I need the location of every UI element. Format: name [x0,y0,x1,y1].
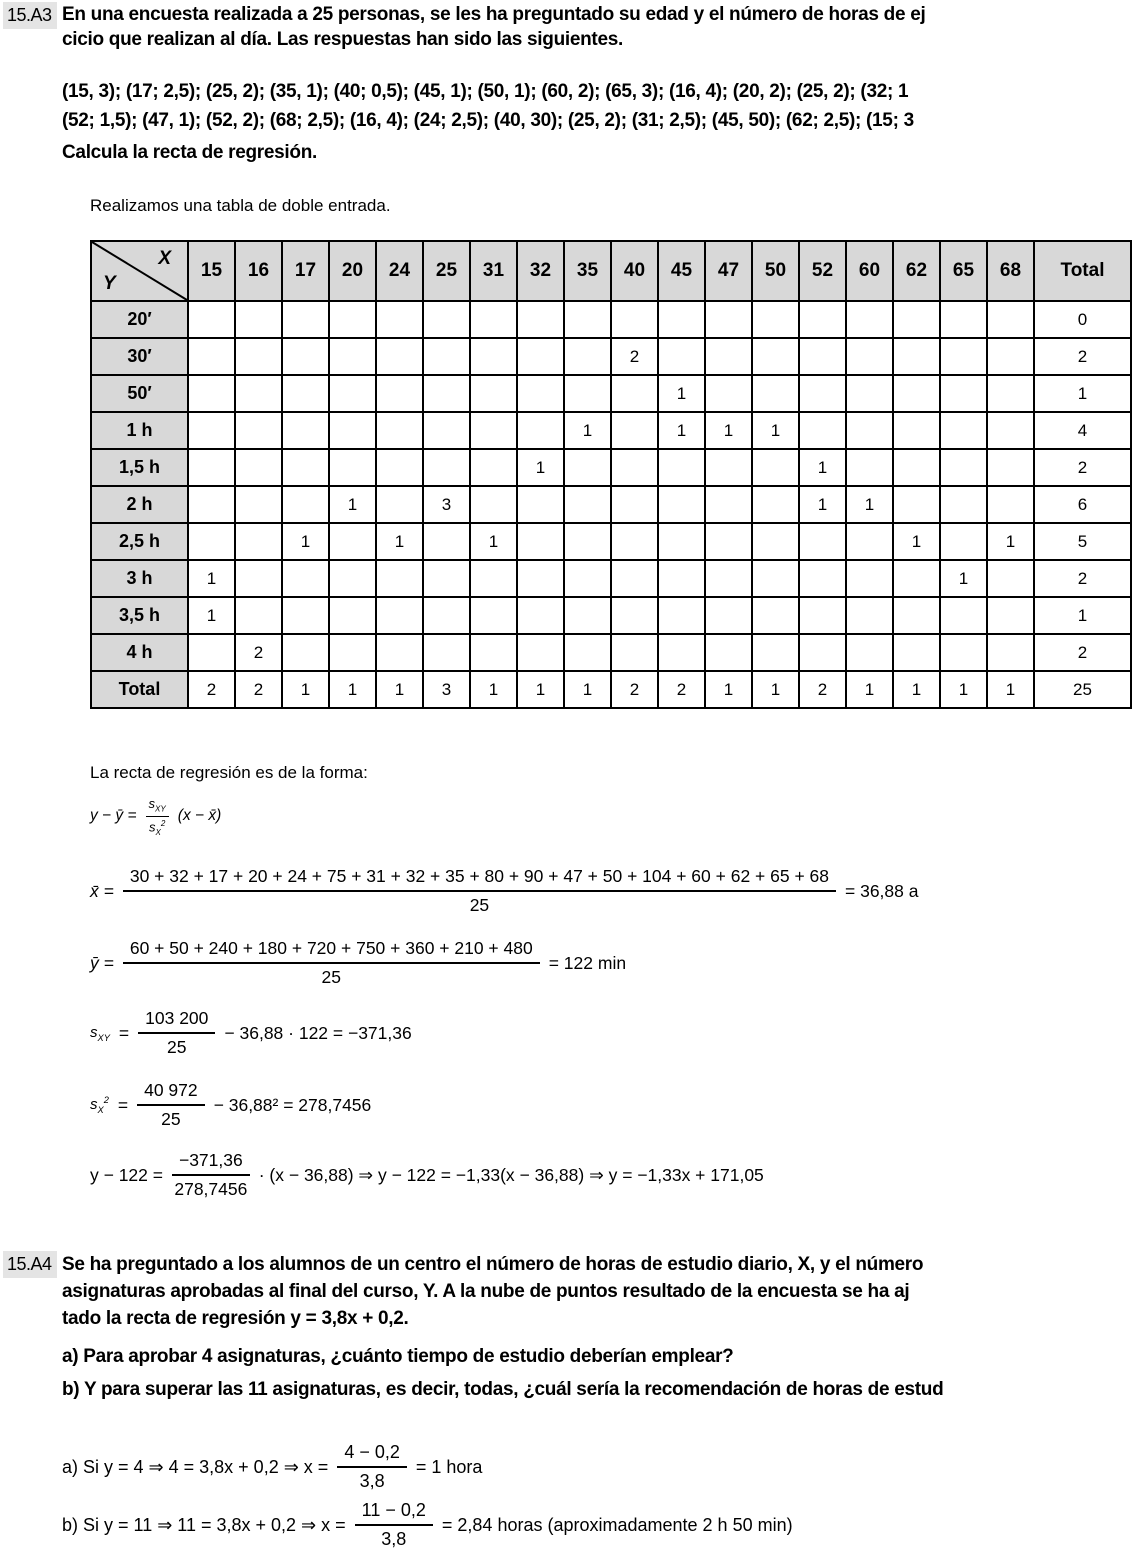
frequency-cell [987,412,1034,449]
frequency-cell: 1 [329,671,376,708]
frequency-cell [799,375,846,412]
frequency-cell [658,597,705,634]
frequency-cell [940,486,987,523]
frequency-cell: 1 [752,412,799,449]
regression-line-result: y − 122 = $\frac{-371,36}{278,7456}$ · (x − 36,88) ⇒ y − 122 = −1,33(x − 36,88) ⇒ y = −1,33x + 171,05 [90,1150,764,1199]
frequency-cell [235,375,282,412]
frequency-cell [893,486,940,523]
frequency-cell [893,634,940,671]
exercise-a3-number: 15.A3 [3,2,57,29]
frequency-cell [940,523,987,560]
row-total-cell: 2 [1034,449,1131,486]
frequency-cell [893,338,940,375]
frequency-cell [235,449,282,486]
frequency-cell [188,412,235,449]
frequency-table [90,240,1132,709]
frequency-cell: 1 [987,671,1034,708]
frequency-cell: 1 [658,375,705,412]
frequency-cell [611,560,658,597]
frequency-cell: 1 [564,412,611,449]
frequency-cell [611,597,658,634]
frequency-cell [235,338,282,375]
frequency-cell [235,412,282,449]
column-header: 65 [940,241,987,301]
frequency-cell [799,634,846,671]
frequency-table-body [91,241,1131,708]
frequency-cell [752,486,799,523]
row-header: 2,5 h [91,523,188,560]
frequency-cell [329,301,376,338]
frequency-cell [799,560,846,597]
frequency-cell [329,634,376,671]
column-header: 47 [705,241,752,301]
frequency-cell [799,338,846,375]
frequency-cell [470,634,517,671]
frequency-cell [282,301,329,338]
frequency-cell [846,634,893,671]
exercise-a4-label-box [3,1251,57,1278]
frequency-cell [611,486,658,523]
frequency-cell [564,560,611,597]
frequency-cell [846,449,893,486]
row-total-cell: 1 [1034,597,1131,634]
frequency-cell [846,301,893,338]
frequency-cell [517,375,564,412]
frequency-cell: 1 [188,597,235,634]
frequency-cell: 1 [282,523,329,560]
frequency-cell [517,338,564,375]
frequency-cell [940,449,987,486]
frequency-cell [705,449,752,486]
frequency-cell [235,486,282,523]
frequency-cell [987,375,1034,412]
column-header: 32 [517,241,564,301]
frequency-cell: 1 [329,486,376,523]
fraction: $\frac{s_{XY}}{s_X^2}$ [146,796,169,837]
frequency-cell [658,449,705,486]
frequency-cell: 1 [282,671,329,708]
row-total-cell: 6 [1034,486,1131,523]
column-header: 15 [188,241,235,301]
column-header: 17 [282,241,329,301]
y-mean-formula: ȳ = $\frac{60 + 50 + 240 + 180 + 720 + 750 + 360 + 210 + 480}{25}$ = 122 min [90,938,627,987]
table-row [91,449,1131,486]
row-total-cell: 1 [1034,375,1131,412]
frequency-cell [423,412,470,449]
frequency-cell [611,449,658,486]
frequency-cell [846,338,893,375]
frequency-cell [188,523,235,560]
frequency-cell [799,523,846,560]
column-header: 35 [564,241,611,301]
corner-y-label: Y [103,273,116,294]
frequency-cell: 1 [517,449,564,486]
frequency-cell [987,449,1034,486]
frequency-cell [564,523,611,560]
frequency-cell [282,412,329,449]
frequency-cell [188,634,235,671]
frequency-cell: 1 [846,486,893,523]
exercise-a4-number: 15.A4 [3,1251,57,1278]
frequency-cell: 1 [470,523,517,560]
frequency-cell: 1 [987,523,1034,560]
frequency-cell: 1 [188,560,235,597]
frequency-cell [470,486,517,523]
frequency-cell [705,486,752,523]
frequency-cell: 2 [235,671,282,708]
frequency-cell [235,597,282,634]
frequency-cell [987,486,1034,523]
frequency-cell [987,301,1034,338]
fraction: 30 + 32 + 17 + 20 + 24 + 75 + 31 + 32 + 35 + 80 + 90 + 47 + 50 + 104 + 60 + 62 + 65 + 68 25 [123,866,836,916]
frequency-cell [893,375,940,412]
frequency-cell [705,597,752,634]
frequency-cell [752,375,799,412]
frequency-cell: 1 [940,560,987,597]
fraction: $\frac{11 - 0,2}{3,8}$ [355,1500,433,1550]
question-b: b) Y para superar las 11 asignaturas, es decir, todas, ¿cuál sería la recomendación de horas de estud [62,1379,944,1400]
frequency-cell [752,634,799,671]
frequency-cell [376,375,423,412]
frequency-cell [658,301,705,338]
column-header: 20 [329,241,376,301]
frequency-cell [517,560,564,597]
frequency-cell [282,560,329,597]
frequency-cell [517,597,564,634]
frequency-cell: 1 [940,671,987,708]
fraction: $\frac{40 972}{25}$ [137,1080,205,1130]
frequency-cell [940,375,987,412]
data-pairs-line: (15, 3); (17; 2,5); (25, 2); (35, 1); (40; 0,5); (45, 1); (50, 1); (60, 2); (65, 3); (16, 4); (20, 2); (25, 2); (32; 1 [62,81,909,102]
frequency-cell: 2 [799,671,846,708]
table-header-row [91,241,1131,301]
variance-formula: $s_X^2$ = $\frac{40 972}{25}$ − 36,88² = 278,7456 [90,1080,372,1129]
table-row [91,375,1131,412]
fraction: $\frac{103 200}{25}$ [138,1008,215,1058]
frequency-cell [799,412,846,449]
fraction: $\frac{60 + 50 + 240 + 180 + 720 + 750 + 360 + 210 + 480}{25}$ [123,938,540,988]
frequency-cell [705,634,752,671]
table-row [91,338,1131,375]
frequency-cell [611,412,658,449]
column-header: 24 [376,241,423,301]
table-corner-cell [91,241,188,301]
row-total-cell: 2 [1034,560,1131,597]
frequency-cell [329,597,376,634]
question-a: a) Para aprobar 4 asignaturas, ¿cuánto tiempo de estudio deberían emplear? [62,1346,734,1367]
frequency-cell [987,560,1034,597]
column-header: 50 [752,241,799,301]
fraction: $\frac{4 - 0,2}{3,8}$ [337,1442,407,1492]
statement-line: tado la recta de regresión y = 3,8x + 0,2. [62,1308,409,1329]
frequency-cell [376,412,423,449]
frequency-cell [235,560,282,597]
solution-b: b) Si y = 11 ⇒ 11 = 3,8x + 0,2 ⇒ x = $\frac{11 - 0,2}{3,8}$ = 2,84 horas (aproximadamente 2 h 50 min) [62,1500,793,1549]
frequency-cell [188,375,235,412]
table-intro-text: Realizamos una tabla de doble entrada. [90,196,391,215]
frequency-cell: 3 [423,486,470,523]
frequency-cell [658,523,705,560]
row-header: 4 h [91,634,188,671]
frequency-cell [752,301,799,338]
frequency-cell [752,449,799,486]
frequency-cell [940,634,987,671]
frequency-cell [329,375,376,412]
frequency-cell [282,486,329,523]
regression-general-formula: y − ȳ = $\frac{s_{XY}}{s_X^2}$ (x − x̄) [90,796,222,837]
solution-a: a) Si y = 4 ⇒ 4 = 3,8x + 0,2 ⇒ x = $\frac{4 - 0,2}{3,8}$ = 1 hora [62,1442,483,1491]
frequency-cell [282,634,329,671]
frequency-cell [611,301,658,338]
statement-line: En una encuesta realizada a 25 personas, se les ha preguntado su edad y el número de horas de ej [62,4,926,25]
frequency-cell [611,375,658,412]
frequency-cell [282,597,329,634]
frequency-cell [470,597,517,634]
frequency-cell [329,523,376,560]
frequency-cell [705,523,752,560]
row-total-cell: 5 [1034,523,1131,560]
frequency-cell [705,338,752,375]
frequency-cell [470,449,517,486]
frequency-cell [282,375,329,412]
frequency-cell [423,597,470,634]
row-total-cell: 4 [1034,412,1131,449]
table-total-row [91,671,1131,708]
frequency-cell [893,560,940,597]
row-header: Total [91,671,188,708]
table-row [91,634,1131,671]
frequency-cell [893,449,940,486]
table-row [91,560,1131,597]
frequency-cell [611,523,658,560]
frequency-cell: 1 [799,449,846,486]
frequency-cell: 1 [799,486,846,523]
frequency-cell [423,523,470,560]
row-header: 30′ [91,338,188,375]
frequency-cell [376,338,423,375]
frequency-cell [940,412,987,449]
frequency-cell [752,560,799,597]
column-header-total: Total [1034,241,1131,301]
frequency-cell [564,338,611,375]
row-header: 20′ [91,301,188,338]
row-total-cell: 2 [1034,338,1131,375]
frequency-cell [188,449,235,486]
exercise-a3-data-list [62,77,914,135]
frequency-cell [423,375,470,412]
column-header: 45 [658,241,705,301]
frequency-cell [846,375,893,412]
frequency-cell [564,486,611,523]
frequency-cell [423,634,470,671]
frequency-cell [517,523,564,560]
frequency-cell [752,338,799,375]
table-row [91,523,1131,560]
covariance-formula: $s_{XY}$ = $\frac{103 200}{25}$ − 36,88 · 122 = −371,36 [90,1008,412,1057]
frequency-cell [376,634,423,671]
exercise-a3-task: Calcula la recta de regresión. [62,142,318,163]
frequency-cell: 1 [752,671,799,708]
frequency-cell [423,301,470,338]
frequency-cell [752,597,799,634]
row-header: 1 h [91,412,188,449]
frequency-cell [470,301,517,338]
frequency-cell [376,486,423,523]
row-header: 2 h [91,486,188,523]
frequency-cell [564,597,611,634]
frequency-cell [987,338,1034,375]
frequency-cell [940,597,987,634]
frequency-cell [940,338,987,375]
fraction: $\frac{-371,36}{278,7456}$ [172,1150,250,1200]
frequency-cell: 1 [376,523,423,560]
column-header: 16 [235,241,282,301]
x-mean-formula: x̄ = 30 + 32 + 17 + 20 + 24 + 75 + 31 + 32 + 35 + 80 + 90 + 47 + 50 + 104 + 60 + 62 + 65 + 68 25 = 36,88 a [90,866,919,915]
row-total-cell: 0 [1034,301,1131,338]
frequency-cell: 2 [235,634,282,671]
frequency-cell [423,449,470,486]
table-row [91,301,1131,338]
frequency-cell: 1 [517,671,564,708]
regression-intro-text: La recta de regresión es de la forma: [90,763,368,782]
frequency-cell [188,486,235,523]
frequency-cell [893,597,940,634]
frequency-cell [987,634,1034,671]
exercise-a4-statement [62,1251,923,1332]
frequency-cell: 1 [893,671,940,708]
frequency-cell [658,560,705,597]
frequency-cell [329,412,376,449]
frequency-cell [282,449,329,486]
frequency-cell [564,375,611,412]
data-pairs-line: (52; 1,5); (47, 1); (52, 2); (68; 2,5); (16, 4); (24; 2,5); (40, 30); (25, 2); (31; 2,5); (45, 50); (62; 2,5); (15; 3 [62,110,914,131]
frequency-cell [235,523,282,560]
frequency-cell [235,301,282,338]
frequency-cell [846,597,893,634]
frequency-cell: 1 [846,671,893,708]
exercise-a3-label-box [3,2,57,29]
frequency-cell [470,375,517,412]
frequency-cell [705,301,752,338]
column-header: 68 [987,241,1034,301]
frequency-cell [611,634,658,671]
frequency-cell [893,301,940,338]
frequency-cell [470,560,517,597]
frequency-cell [752,523,799,560]
statement-line: cicio que realizan al día. Las respuestas han sido las siguientes. [62,29,623,50]
frequency-cell [846,523,893,560]
frequency-cell [799,301,846,338]
row-header: 3,5 h [91,597,188,634]
frequency-cell [517,634,564,671]
table-row [91,486,1131,523]
table-row [91,597,1131,634]
exercise-a3-statement [62,2,925,52]
frequency-cell [376,597,423,634]
frequency-cell [658,634,705,671]
table-row [91,412,1131,449]
frequency-cell [940,301,987,338]
frequency-cell: 1 [893,523,940,560]
frequency-cell [329,449,376,486]
column-header: 52 [799,241,846,301]
row-total-cell: 2 [1034,634,1131,671]
frequency-cell [423,560,470,597]
frequency-cell [282,338,329,375]
frequency-cell [846,560,893,597]
frequency-cell: 2 [611,338,658,375]
frequency-cell [517,412,564,449]
frequency-cell [376,301,423,338]
frequency-cell: 1 [470,671,517,708]
frequency-cell [705,560,752,597]
frequency-cell [423,338,470,375]
frequency-cell: 1 [564,671,611,708]
frequency-cell [658,486,705,523]
frequency-cell [705,375,752,412]
frequency-cell [564,301,611,338]
frequency-cell: 1 [658,412,705,449]
row-header: 1,5 h [91,449,188,486]
frequency-cell [188,301,235,338]
frequency-cell: 3 [423,671,470,708]
row-total-cell: 25 [1034,671,1131,708]
column-header: 25 [423,241,470,301]
frequency-cell [376,560,423,597]
frequency-cell [329,338,376,375]
frequency-cell: 2 [188,671,235,708]
corner-x-label: X [158,248,171,269]
frequency-cell [188,338,235,375]
frequency-cell: 1 [705,671,752,708]
frequency-cell [470,412,517,449]
statement-line: asignaturas aprobadas al final del curso, Y. A la nube de puntos resultado de la encuesta se ha aj [62,1281,910,1302]
column-header: 31 [470,241,517,301]
frequency-cell [893,412,940,449]
column-header: 62 [893,241,940,301]
statement-line: Se ha preguntado a los alumnos de un centro el número de horas de estudio diario, X, y el número [62,1254,924,1275]
frequency-cell: 1 [705,412,752,449]
frequency-cell [517,486,564,523]
row-header: 50′ [91,375,188,412]
frequency-cell [846,412,893,449]
frequency-cell [329,560,376,597]
frequency-cell [658,338,705,375]
frequency-cell [517,301,564,338]
frequency-cell [376,449,423,486]
frequency-cell [564,449,611,486]
frequency-cell [470,338,517,375]
frequency-cell: 1 [376,671,423,708]
column-header: 40 [611,241,658,301]
frequency-cell [564,634,611,671]
column-header: 60 [846,241,893,301]
frequency-cell [987,597,1034,634]
frequency-cell [799,597,846,634]
frequency-cell: 2 [611,671,658,708]
frequency-cell: 2 [658,671,705,708]
row-header: 3 h [91,560,188,597]
